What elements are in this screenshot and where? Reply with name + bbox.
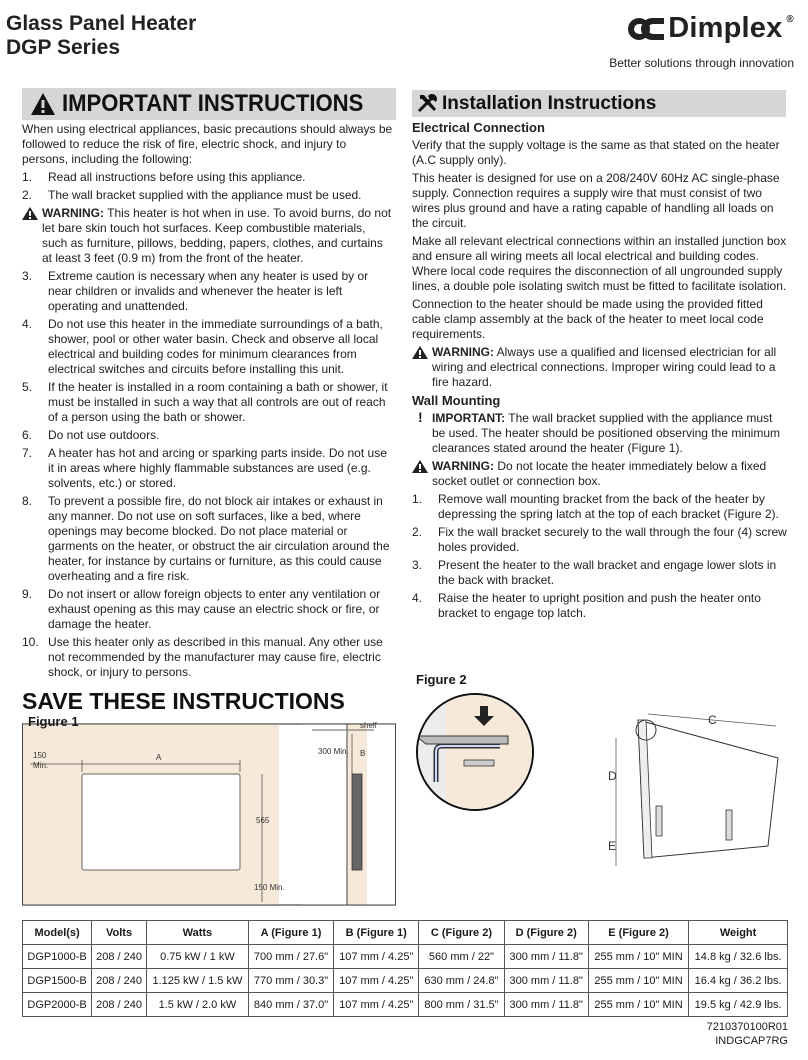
- document-codes: [707, 1020, 788, 1048]
- table-cell: 107 mm / 4.25": [334, 945, 419, 969]
- table-row: [23, 993, 788, 1017]
- table-header-cell: C (Figure 2): [419, 921, 504, 945]
- important-instructions: [22, 122, 394, 683]
- table-row: [23, 945, 788, 969]
- dim-a: A: [156, 753, 162, 762]
- table-header-cell: D (Figure 2): [504, 921, 588, 945]
- list-item: [22, 188, 394, 203]
- text-span: If the heater is installed in a room containing a bath or shower, it must be installed in such a way that all controls are out of reach of a person using the bath or shower.: [48, 380, 388, 424]
- dim-565: 565: [256, 816, 270, 825]
- text-span: 1.: [412, 492, 423, 506]
- doc-code: INDGCAP7RG: [715, 1035, 788, 1047]
- table-cell: 255 mm / 10" MIN: [588, 945, 688, 969]
- text-span: 3.: [22, 269, 33, 283]
- dim-shelf: shelf: [360, 721, 377, 730]
- text-span: 4.: [412, 591, 423, 605]
- table-cell: 0.75 kW / 1 kW: [146, 945, 248, 969]
- brand-logo: Dimplex ® Better solutions through innovation: [609, 12, 794, 70]
- paragraph: Verify that the supply voltage is the same as that stated on the heater (A.C supply only).: [412, 138, 780, 167]
- dim-min: Min.: [33, 761, 49, 770]
- list-item: [22, 446, 394, 491]
- table-cell: 107 mm / 4.25": [334, 993, 419, 1017]
- installation-heading-band: [412, 90, 786, 117]
- table-cell: 208 / 240: [92, 945, 147, 969]
- list-item: [22, 269, 394, 314]
- text-span: A heater has hot and arcing or sparking parts inside. Do not use it in areas where highly flammable substances are used (e.g. solvents, etc.) or stored.: [48, 446, 387, 490]
- spec-table: [22, 920, 788, 1017]
- intro-paragraph: When using electrical appliances, basic precautions should always be followed to reduce the risk of fire, electric shock, and injury to persons, including the following:: [22, 122, 393, 166]
- important-note: [412, 411, 788, 456]
- text-span: Extreme caution is necessary when any heater is used by or near children or invalids and whenever the heater is left operating and unattended.: [48, 269, 369, 313]
- text-span: Fix the wall bracket securely to the wall through the four (4) screw holes provided.: [438, 525, 787, 554]
- table-header-cell: Volts: [92, 921, 147, 945]
- figure-1-diagram: [22, 716, 396, 906]
- paragraph: Connection to the heater should be made using the provided fitted cable clamp assembly at the back of the heater to meet local code requirements.: [412, 297, 764, 341]
- figure-1-label: Figure 1: [28, 714, 79, 729]
- text-span: Present the heater to the wall bracket and engage lower slots in the back with bracket.: [438, 558, 777, 587]
- table-header-row: [23, 921, 788, 945]
- text-span: Do not use outdoors.: [48, 428, 160, 442]
- text-span: Do not insert or allow foreign objects to enter any ventilation or exhaust opening as this may cause an electric shock or fire, or damage the heater.: [48, 587, 381, 631]
- step-item: [412, 492, 788, 522]
- table-cell: 800 mm / 31.5": [419, 993, 504, 1017]
- paragraph: This heater is designed for use on a 208/240V 60Hz AC single-phase supply. Connection requires a supply wire that must consist of two wires plus ground and have a rating capable of handling all loads on the circuit.: [412, 171, 780, 230]
- text-span: This heater is hot when in use. To avoid burns, do not let bare skin touch hot surfaces. Keep combustible materials, such as furniture, pillows, bedding, papers, clothes, and curtains at least 3 feet (0.9 m) from the front of the heater.: [42, 206, 392, 265]
- text-span: Use this heater only as described in this manual. Any other use not recommended by the manufacturer may cause fire, electric shock, or injury to persons.: [48, 635, 383, 679]
- table-cell: 560 mm / 22": [419, 945, 504, 969]
- list-item: [22, 635, 394, 680]
- table-header-cell: Watts: [146, 921, 248, 945]
- title-line-2: DGP Series: [6, 36, 121, 59]
- warning-icon: [412, 460, 428, 473]
- step-item: [412, 558, 788, 588]
- socket-warning: [412, 459, 788, 489]
- table-cell: 300 mm / 11.8": [504, 969, 588, 993]
- dim-150-bottom: 150 Min.: [254, 883, 285, 892]
- table-cell: 19.5 kg / 42.9 lbs.: [689, 993, 788, 1017]
- text-span: Raise the heater to upright position and push the heater onto bracket to engage top latch.: [438, 591, 761, 620]
- table-cell: DGP1000-B: [23, 945, 92, 969]
- title-line-1: Glass Panel Heater: [6, 12, 197, 35]
- warning-icon: [22, 207, 38, 220]
- brand-tagline: Better solutions through innovation: [609, 56, 794, 70]
- table-header-cell: Model(s): [23, 921, 92, 945]
- text-span: IMPORTANT:: [432, 411, 506, 425]
- part-code: 7210370100R01: [706, 1021, 788, 1033]
- important-heading: IMPORTANT INSTRUCTIONS: [62, 90, 364, 117]
- table-cell: 107 mm / 4.25": [334, 969, 419, 993]
- wiring-warning: [412, 345, 788, 390]
- list-item: [22, 317, 394, 377]
- figure-2-diagram: [416, 686, 788, 876]
- text-span: To prevent a possible fire, do not block air intakes or exhaust in any manner. Do not use on soft surfaces, like a bed, where openings may become blocked. Do not place material or garments on the heater, or obstruct the air circulation around the heater, for instance by curtains or furniture, as this could cause overheating and a fire risk.: [48, 494, 390, 583]
- installation-instructions: [412, 118, 788, 624]
- table-cell: 16.4 kg / 36.2 lbs.: [689, 969, 788, 993]
- table-cell: 208 / 240: [92, 993, 147, 1017]
- text-span: Do not use this heater in the immediate surroundings of a bath, shower, pool or other water basin. Check and observe all local electrical and building codes for minimum clearances from electrical switches and circuits before installing this unit.: [48, 317, 383, 376]
- text-span: Always use a qualified and licensed electrician for all wiring and electrical connections. Improper wiring could lead to a fire hazard.: [432, 345, 777, 389]
- list-item: [22, 170, 394, 185]
- text-span: The wall bracket supplied with the appliance must be used.: [48, 188, 362, 202]
- text-span: WARNING:: [432, 459, 494, 473]
- table-header-cell: A (Figure 1): [248, 921, 333, 945]
- warning-icon: [412, 346, 428, 359]
- table-cell: 1.125 kW / 1.5 kW: [146, 969, 248, 993]
- step-item: [412, 591, 788, 621]
- text-span: Do not locate the heater immediately below a fixed socket outlet or connection box.: [432, 459, 767, 488]
- table-header-cell: E (Figure 2): [588, 921, 688, 945]
- hot-warning: [22, 206, 394, 266]
- dim-c: C: [708, 713, 717, 727]
- table-cell: DGP1500-B: [23, 969, 92, 993]
- text-span: 5.: [22, 380, 33, 394]
- text-span: 2.: [22, 188, 33, 202]
- text-span: 7.: [22, 446, 33, 460]
- table-cell: 300 mm / 11.8": [504, 945, 588, 969]
- text-span: Remove wall mounting bracket from the back of the heater by depressing the spring latch at the top of each bracket (Figure 2).: [438, 492, 779, 521]
- table-cell: 700 mm / 27.6": [248, 945, 333, 969]
- wall-mounting-heading: Wall Mounting: [412, 393, 501, 408]
- installation-heading: Installation Instructions: [442, 93, 657, 114]
- dim-b: B: [360, 749, 366, 758]
- text-span: 3.: [412, 558, 423, 572]
- list-item: [22, 380, 394, 425]
- text-span: 10.: [22, 635, 39, 649]
- table-cell: 300 mm / 11.8": [504, 993, 588, 1017]
- important-heading-band: [22, 88, 396, 120]
- table-cell: 630 mm / 24.8": [419, 969, 504, 993]
- text-span: 4.: [22, 317, 33, 331]
- list-item: [22, 587, 394, 632]
- list-item: [22, 494, 394, 584]
- step-item: [412, 525, 788, 555]
- table-cell: 208 / 240: [92, 969, 147, 993]
- warning-triangle-icon: [30, 92, 56, 116]
- text-span: WARNING:: [42, 206, 104, 220]
- tools-icon: [416, 92, 440, 114]
- dim-d: D: [608, 769, 617, 783]
- table-cell: DGP2000-B: [23, 993, 92, 1017]
- dimplex-logo-icon: [628, 16, 664, 42]
- table-header-cell: Weight: [689, 921, 788, 945]
- text-span: 1.: [22, 170, 33, 184]
- dim-e: E: [608, 839, 617, 853]
- table-cell: 840 mm / 37.0": [248, 993, 333, 1017]
- list-item: [22, 428, 394, 443]
- table-row: [23, 969, 788, 993]
- text-span: 9.: [22, 587, 33, 601]
- text-span: WARNING:: [432, 345, 494, 359]
- text-span: 8.: [22, 494, 33, 508]
- paragraph: Make all relevant electrical connections within an installed junction box and ensure all wiring meets all local electrical and building codes. Where local code requires the disconnection of all ungrounded supply lines, a double pole isolating switch must be fitted to facilitate isolation.: [412, 234, 787, 293]
- table-cell: 255 mm / 10" MIN: [588, 969, 688, 993]
- figure-2-label: Figure 2: [416, 672, 467, 687]
- table-header-cell: B (Figure 1): [334, 921, 419, 945]
- text-span: 2.: [412, 525, 423, 539]
- table-cell: 770 mm / 30.3": [248, 969, 333, 993]
- electrical-heading: Electrical Connection: [412, 120, 545, 135]
- dim-300: 300 Min.: [318, 747, 349, 756]
- table-cell: 1.5 kW / 2.0 kW: [146, 993, 248, 1017]
- save-instructions-heading: SAVE THESE INSTRUCTIONS: [22, 688, 345, 714]
- text-span: 6.: [22, 428, 33, 442]
- table-cell: 14.8 kg / 32.6 lbs.: [689, 945, 788, 969]
- table-cell: 255 mm / 10" MIN: [588, 993, 688, 1017]
- exclamation-icon: !: [418, 409, 423, 425]
- document-title: [6, 12, 196, 60]
- brand-name: Dimplex: [668, 12, 783, 44]
- text-span: Read all instructions before using this appliance.: [48, 170, 306, 184]
- text-span: The wall bracket supplied with the appliance must be used. The heater should be positioned observing the minimum clearances stated around the heater (Figure 1).: [432, 411, 780, 455]
- dim-150-top: 150: [33, 751, 47, 760]
